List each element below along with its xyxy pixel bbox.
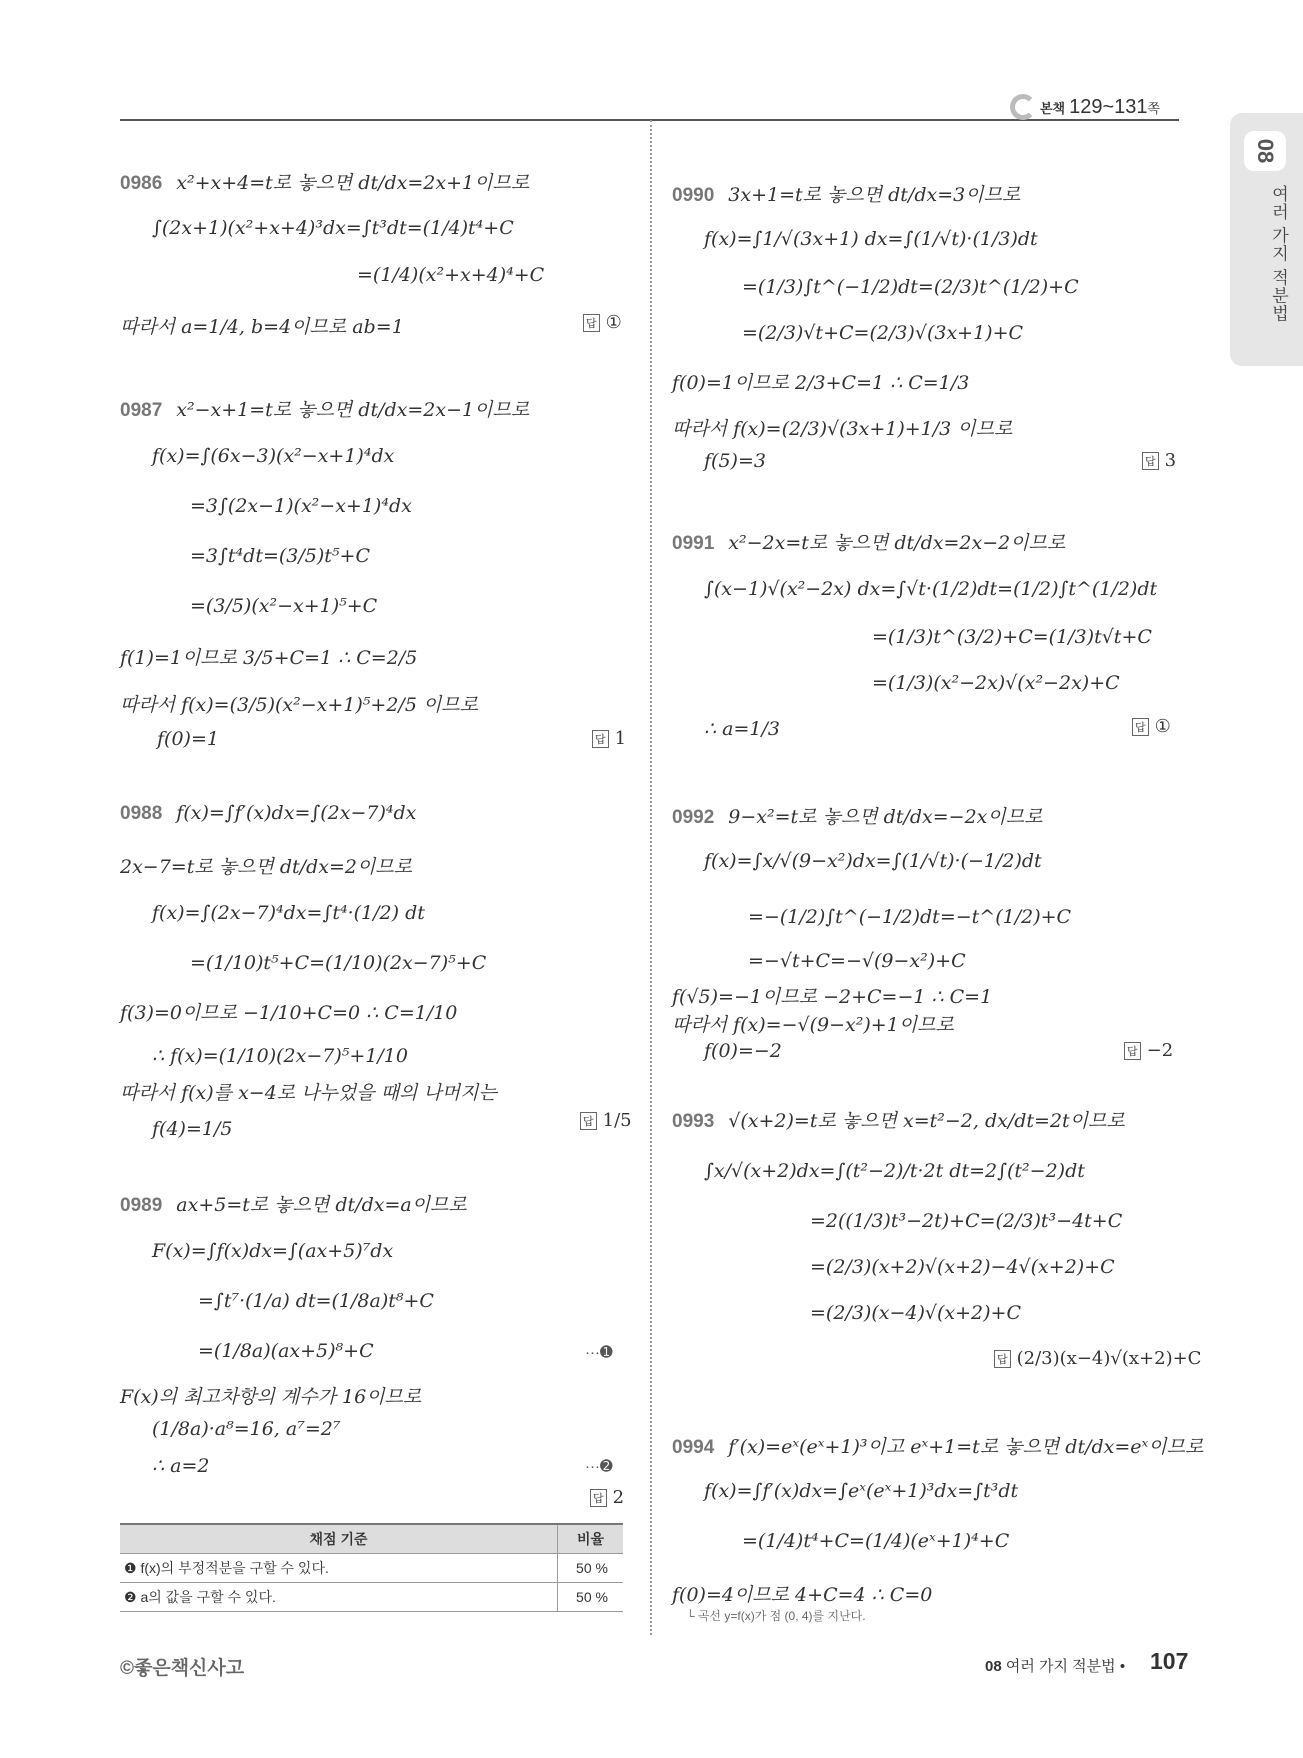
- problem-0990-line2: f(x)=∫1/√(3x+1) dx=∫(1/√t)·(1/3)dt: [704, 228, 1038, 250]
- problem-0993-line5: =(2/3)(x−4)√(x+2)+C: [810, 1302, 1021, 1324]
- criteria-cell: ❷ a의 값을 구할 수 있다.: [120, 1583, 558, 1612]
- problem-0994-line2: f(x)=∫f′(x)dx=∫eˣ(eˣ+1)³dx=∫t³dt: [704, 1480, 1019, 1502]
- problem-0992-line7: f(0)=−2: [704, 1040, 782, 1062]
- chapter-tab: [1230, 113, 1303, 366]
- problem-0991-line5: ∴ a=1/3: [704, 718, 780, 740]
- problem-0989-line5: F(x)의 최고차항의 계수가 16이므로: [120, 1386, 422, 1408]
- problem-0989-answer: 답 2: [590, 1487, 624, 1508]
- problem-0987-line3: =3∫(2x−1)(x²−x+1)⁴dx: [190, 495, 412, 517]
- problem-0990-answer: 답 3: [1142, 450, 1176, 471]
- problem-0987-line2: f(x)=∫(6x−3)(x²−x+1)⁴dx: [152, 445, 395, 467]
- problem-0993-line3: =2((1/3)t³−2t)+C=(2/3)t³−4t+C: [810, 1210, 1123, 1232]
- problem-0990-line1: 0990 3x+1=t로 놓으면 dt/dx=3이므로: [672, 184, 1021, 206]
- problem-0988-line6: ∴ f(x)=(1/10)(2x−7)⁵+1/10: [152, 1045, 408, 1067]
- footer-chapter: 08 여러 가지 적분법 •: [985, 1658, 1126, 1675]
- problem-0990-line7: f(5)=3: [704, 450, 766, 472]
- problem-0988-line8: f(4)=1/5: [152, 1118, 233, 1140]
- problem-0987-line5: =(3/5)(x²−x+1)⁵+C: [190, 595, 378, 617]
- problem-0994-line4: f(0)=4이므로 4+C=4 ∴ C=0: [672, 1584, 933, 1606]
- problem-0989-line6: (1/8a)·a⁸=16, a⁷=2⁷: [152, 1418, 341, 1440]
- problem-0987-line4: =3∫t⁴dt=(3/5)t⁵+C: [190, 545, 370, 567]
- problem-0988-line1: 0988 f(x)=∫f′(x)dx=∫(2x−7)⁴dx: [120, 802, 417, 824]
- problem-0986-line2: ∫(2x+1)(x²+x+4)³dx=∫t³dt=(1/4)t⁴+C: [152, 217, 514, 239]
- ratio-cell: 50 %: [558, 1583, 624, 1612]
- problem-0987-line6: f(1)=1이므로 3/5+C=1 ∴ C=2/5: [120, 647, 418, 669]
- problem-0990-line6: 따라서 f(x)=(2/3)√(3x+1)+1/3 이므로: [672, 418, 1013, 440]
- problem-0990-line3: =(1/3)∫t^(−1/2)dt=(2/3)t^(1/2)+C: [742, 276, 1079, 298]
- ratio-header: 비율: [558, 1524, 624, 1554]
- problem-0989-line3: =∫t⁷·(1/a) dt=(1/8a)t⁸+C: [198, 1290, 434, 1312]
- problem-0992-line6: 따라서 f(x)=−√(9−x²)+1이므로: [672, 1014, 954, 1036]
- problem-0994-line3: =(1/4)t⁴+C=(1/4)(eˣ+1)⁴+C: [742, 1530, 1010, 1552]
- problem-0988-answer: 답 1/5: [580, 1110, 632, 1131]
- problem-0994-note: └ 곡선 y=f(x)가 점 (0, 4)를 지난다.: [686, 1609, 866, 1623]
- problem-0991-answer: 답 ①: [1132, 716, 1171, 737]
- pages-label: 129~131쪽: [1069, 95, 1161, 118]
- problem-0990-line5: f(0)=1이므로 2/3+C=1 ∴ C=1/3: [672, 372, 970, 394]
- problem-0991-line3: =(1/3)t^(3/2)+C=(1/3)t√t+C: [872, 626, 1152, 648]
- chapter-title: 여러 가지 적분법: [1269, 185, 1288, 323]
- problem-0992-line4: =−√t+C=−√(9−x²)+C: [748, 950, 966, 972]
- problem-0986-line1: 0986 x²+x+4=t로 놓으면 dt/dx=2x+1이므로: [120, 172, 530, 194]
- problem-0993-line4: =(2/3)(x+2)√(x+2)−4√(x+2)+C: [810, 1256, 1115, 1278]
- problem-0994-line1: 0994 f′(x)=eˣ(eˣ+1)³이고 eˣ+1=t로 놓으면 dt/dx=eˣ이므로: [672, 1436, 1204, 1458]
- problem-0991-line4: =(1/3)(x²−2x)√(x²−2x)+C: [872, 672, 1120, 694]
- problem-0988-line2: 2x−7=t로 놓으면 dt/dx=2이므로: [120, 856, 413, 878]
- problem-0992-line2: f(x)=∫x/√(9−x²)dx=∫(1/√t)·(−1/2)dt: [704, 850, 1042, 872]
- problem-0989-line1: 0989 ax+5=t로 놓으면 dt/dx=a이므로: [120, 1194, 467, 1216]
- problem-0991-line1: 0991 x²−2x=t로 놓으면 dt/dx=2x−2이므로: [672, 532, 1066, 554]
- book-label: 본책: [1040, 100, 1066, 116]
- problem-0989-line4: =(1/8a)(ax+5)⁸+C: [198, 1340, 374, 1362]
- problem-0987-answer: 답 1: [592, 728, 626, 749]
- problem-0992-answer: 답 −2: [1124, 1040, 1173, 1061]
- step-marker-1: ···➊: [585, 1344, 613, 1361]
- problem-0988-line7: 따라서 f(x)를 x−4로 나누었을 때의 나머지는: [120, 1082, 497, 1104]
- table-row: [120, 1554, 623, 1583]
- criteria-header: 채점 기준: [120, 1524, 558, 1554]
- page-reference: [1010, 94, 1160, 120]
- publisher-logo: ©좋은책신사고: [120, 1658, 245, 1679]
- problem-0988-line5: f(3)=0이므로 −1/10+C=0 ∴ C=1/10: [120, 1002, 458, 1024]
- problem-0992-line5: f(√5)=−1이므로 −2+C=−1 ∴ C=1: [672, 986, 993, 1008]
- problem-0992-line1: 0992 9−x²=t로 놓으면 dt/dx=−2x이므로: [672, 806, 1043, 828]
- grading-table-header: [120, 1524, 623, 1554]
- problem-0990-line4: =(2/3)√t+C=(2/3)√(3x+1)+C: [742, 322, 1024, 344]
- problem-0988-line4: =(1/10)t⁵+C=(1/10)(2x−7)⁵+C: [190, 952, 487, 974]
- problem-0992-line3: =−(1/2)∫t^(−1/2)dt=−t^(1/2)+C: [748, 906, 1072, 928]
- problem-0986-answer: 답 ①: [583, 312, 622, 333]
- criteria-cell: ❶ f(x)의 부정적분을 구할 수 있다.: [120, 1554, 558, 1583]
- table-row: [120, 1583, 623, 1612]
- column-divider: [650, 120, 652, 1635]
- refresh-arrow-icon: [1010, 94, 1036, 120]
- page-number: 107: [1150, 1648, 1189, 1674]
- grading-table: [120, 1523, 623, 1612]
- problem-0993-line2: ∫x/√(x+2)dx=∫(t²−2)/t·2t dt=2∫(t²−2)dt: [704, 1160, 1085, 1182]
- chapter-number: 08: [1244, 131, 1286, 171]
- problem-0986-line4: 따라서 a=1/4, b=4이므로 ab=1: [120, 316, 404, 338]
- problem-0989-line7: ∴ a=2: [152, 1455, 210, 1477]
- problem-0987-line1: 0987 x²−x+1=t로 놓으면 dt/dx=2x−1이므로: [120, 399, 530, 421]
- problem-0993-line1: 0993 √(x+2)=t로 놓으면 x=t²−2, dx/dt=2t이므로: [672, 1110, 1125, 1132]
- ratio-cell: 50 %: [558, 1554, 624, 1583]
- problem-0987-line7: 따라서 f(x)=(3/5)(x²−x+1)⁵+2/5 이므로: [120, 694, 479, 716]
- problem-0987-line8: f(0)=1: [157, 728, 219, 750]
- problem-0986-line3: =(1/4)(x²+x+4)⁴+C: [357, 264, 545, 286]
- step-marker-2: ···➋: [585, 1458, 613, 1475]
- problem-0989-line2: F(x)=∫f(x)dx=∫(ax+5)⁷dx: [152, 1240, 394, 1262]
- problem-0991-line2: ∫(x−1)√(x²−2x) dx=∫√t·(1/2)dt=(1/2)∫t^(1/2)dt: [704, 578, 1158, 600]
- problem-0988-line3: f(x)=∫(2x−7)⁴dx=∫t⁴·(1/2) dt: [152, 902, 425, 924]
- problem-0993-answer: 답 (2/3)(x−4)√(x+2)+C: [994, 1348, 1201, 1369]
